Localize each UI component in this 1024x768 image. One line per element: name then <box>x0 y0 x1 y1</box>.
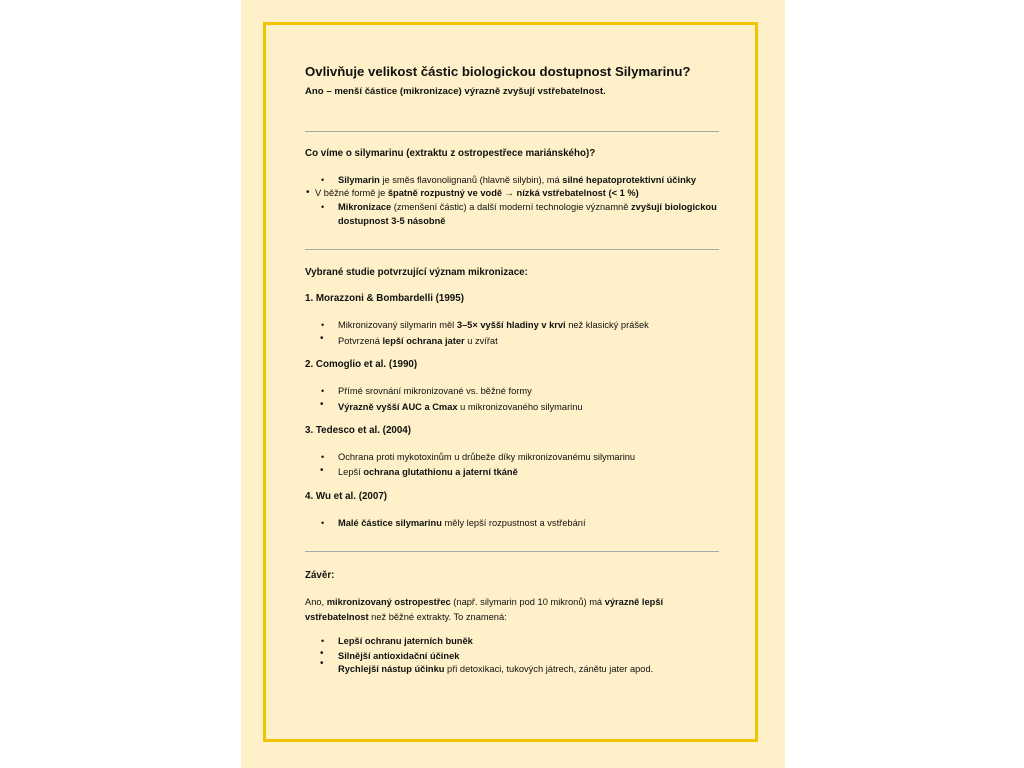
study-bullet: Přímé srovnání mikronizované vs. běžné formy <box>338 386 532 396</box>
divider-1 <box>305 131 719 132</box>
bullet-marker: • <box>321 320 325 330</box>
intro-heading: Co víme o silymarinu (extraktu z ostropestřece mariánského)? <box>305 148 596 159</box>
bullet-marker: • <box>321 636 325 646</box>
intro-bullet-2: V běžné formě je špatně rozpustný ve vodě → nízká vstřebatelnost (< 1 %) <box>315 188 639 198</box>
intro-bullet-3: Mikronizace (zmenšení částic) a další moderní technologie významně zvyšují biologickou dostupnost 3-5 násobně <box>338 202 717 226</box>
conclusion-bullet: Silnější antioxidační účinek <box>338 651 460 661</box>
study-title: 1. Morazzoni & Bombardelli (1995) <box>305 293 464 304</box>
bullet-marker: • <box>320 399 324 410</box>
bullet-marker: • <box>321 175 325 185</box>
study-bullet: Malé částice silymarinu měly lepší rozpustnost a vstřebání <box>338 518 586 528</box>
bullet-marker: • <box>321 452 325 462</box>
study-bullet: Lepší ochrana glutathionu a jaterní tkáně <box>338 467 518 477</box>
document-title: Ovlivňuje velikost částic biologickou dostupnost Silymarinu? <box>305 64 691 79</box>
study-bullet: Ochrana proti mykotoxinům u drůbeže díky mikronizovanému silymarinu <box>338 452 636 462</box>
intro-bullet-1: Silymarin je směs flavonolignanů (hlavně silybin), má silné hepatoprotektivní účinky <box>338 175 697 185</box>
document-page <box>241 0 785 768</box>
study-title: 2. Comoglio et al. (1990) <box>305 359 418 370</box>
conclusion-bullet: Lepší ochranu jaterních buněk <box>338 636 473 646</box>
divider-2 <box>305 249 719 250</box>
conclusion-bullet: Rychlejší nástup účinku při detoxikaci, tukových játrech, zánětu jater apod. <box>338 664 654 674</box>
bullet-marker: • <box>320 648 324 659</box>
study-bullet: Mikronizovaný silymarin měl 3–5× vyšší hladiny v krvi než klasický prášek <box>338 320 649 330</box>
studies-heading: Vybrané studie potvrzující význam mikronizace: <box>305 267 528 278</box>
bullet-marker: • <box>320 333 324 344</box>
study-bullet: Výrazně vyšší AUC a Cmax u mikronizovaného silymarinu <box>338 402 583 412</box>
bullet-marker: • <box>321 518 325 528</box>
conclusion-heading: Závěr: <box>305 570 335 581</box>
bullet-marker: • <box>306 187 310 198</box>
document-subtitle: Ano – menší částice (mikronizace) výrazně zvyšují vstřebatelnost. <box>305 86 606 97</box>
bullet-marker: • <box>321 386 325 396</box>
study-bullet: Potvrzená lepší ochrana jater u zvířat <box>338 336 498 346</box>
conclusion-line-2: vstřebatelnost než běžné extrakty. To znamená: <box>305 612 507 622</box>
divider-3 <box>305 551 719 552</box>
bullet-marker: • <box>320 465 324 476</box>
study-title: 4. Wu et al. (2007) <box>305 491 388 502</box>
bullet-marker: • <box>321 202 325 212</box>
conclusion-line-1: Ano, mikronizovaný ostropestřec (např. silymarin pod 10 mikronů) má výrazně lepší <box>305 597 664 607</box>
bullet-marker: • <box>320 658 324 669</box>
study-title: 3. Tedesco et al. (2004) <box>305 425 412 436</box>
